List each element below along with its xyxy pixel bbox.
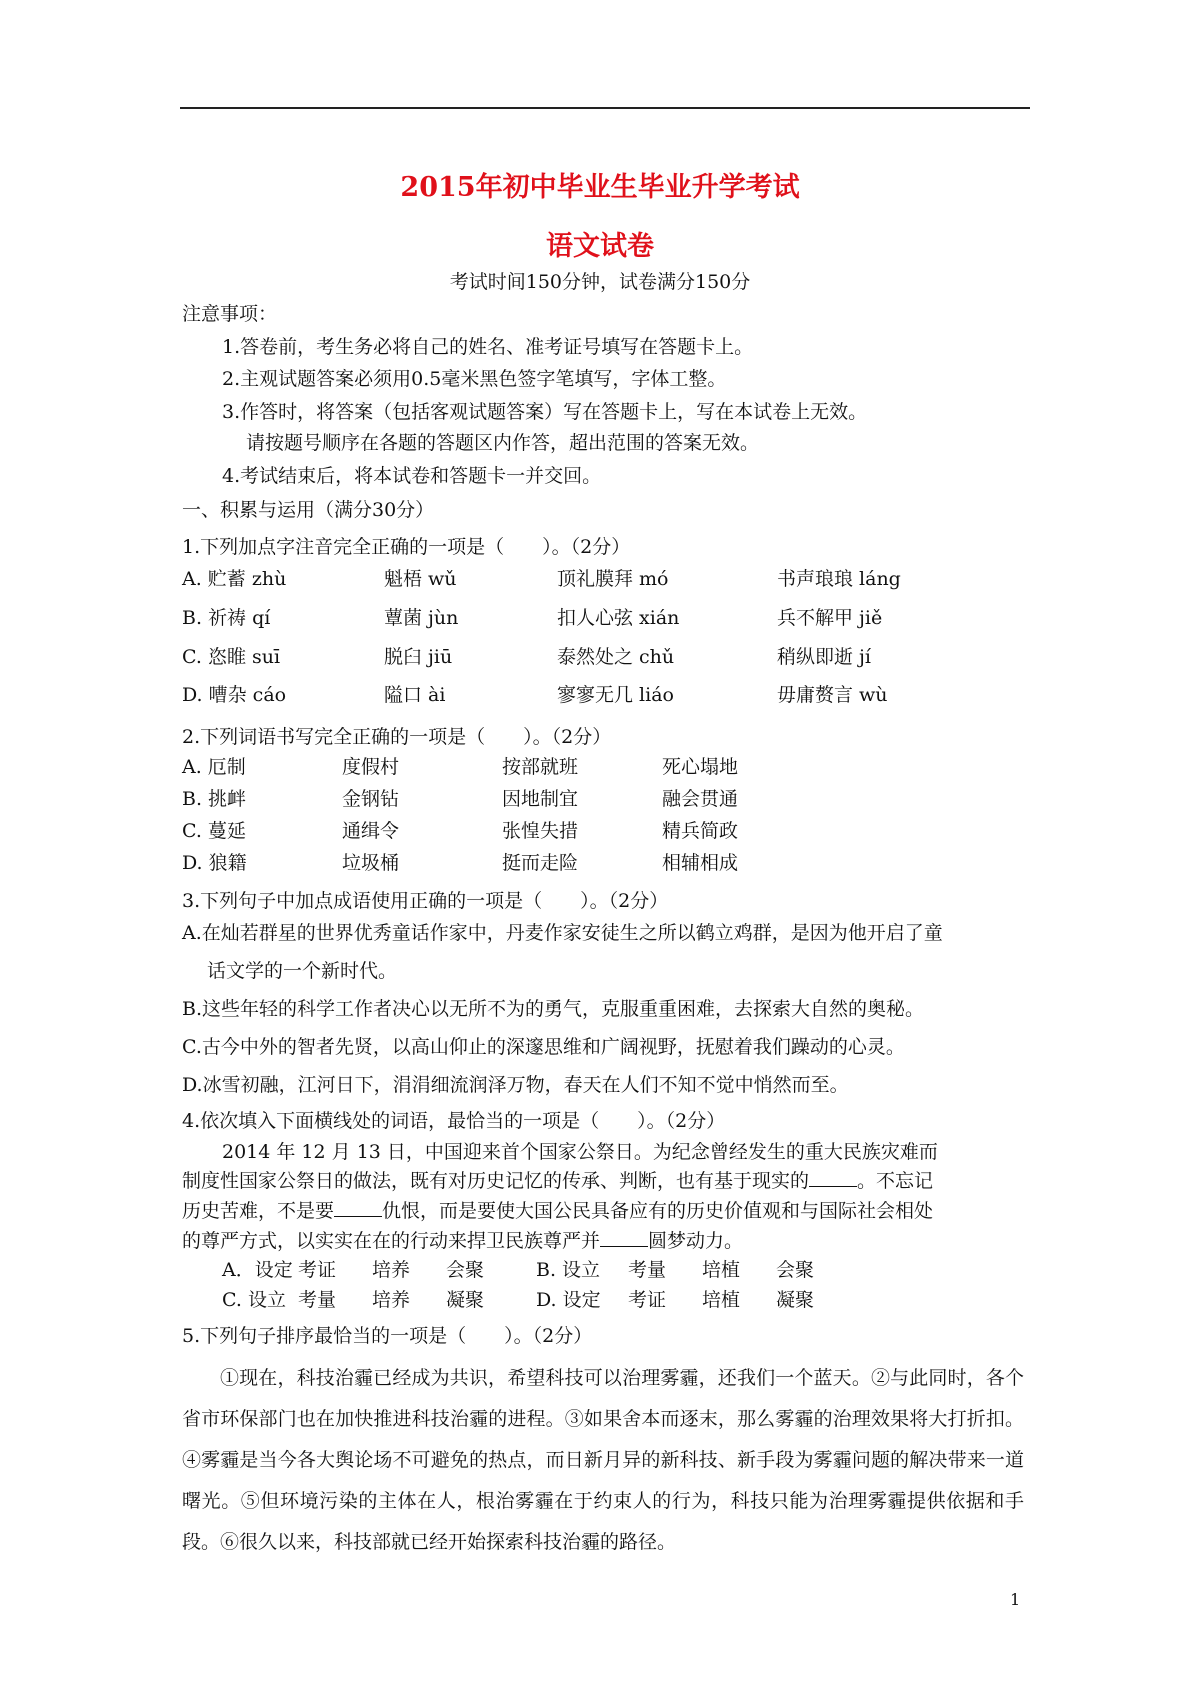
question-stem: 4.依次填入下面横线处的词语，最恰当的一项是（ ）。（2分） xyxy=(182,1110,726,1132)
q1-option-row xyxy=(182,680,888,707)
q2-cell: A. 厄制 xyxy=(182,756,246,778)
q4-options-row xyxy=(222,1255,814,1282)
exam-title: 2015年初中毕业生毕业升学考试 xyxy=(400,172,800,203)
q4-option: D. 设定 xyxy=(536,1289,601,1311)
q1-cell: 蕈菌 jùn xyxy=(384,607,459,629)
q4-option: 培植 xyxy=(702,1289,741,1311)
q1-cell: 兵不解甲 jiě xyxy=(777,607,883,629)
q1-option-row xyxy=(182,642,871,669)
fill-blank xyxy=(809,1168,857,1187)
q4-text: 的尊严方式，以实实在在的行动来捍卫民族尊严并 xyxy=(182,1230,601,1252)
q4-option: 培养 xyxy=(372,1259,411,1281)
q4-option: 考证 xyxy=(628,1289,667,1311)
q1-cell: 书声琅琅 láng xyxy=(777,568,901,590)
q2-cell: 通缉令 xyxy=(342,820,400,842)
q4-option: 培养 xyxy=(372,1289,411,1311)
q3-option-a: A.在灿若群星的世界优秀童话作家中，丹麦作家安徒生之所以鹤立鸡群，是因为他开启了童 xyxy=(182,922,943,944)
q4-option: 会聚 xyxy=(446,1259,485,1281)
q2-cell: C. 蔓延 xyxy=(182,820,246,842)
q4-text: 仇恨，而是要使大国公民具备应有的历史价值观和与国际社会相处 xyxy=(382,1200,934,1222)
fill-blank xyxy=(600,1228,648,1247)
note-item: 请按题号顺序在各题的答题区内作答，超出范围的答案无效。 xyxy=(246,432,760,454)
q1-cell: C. 恣睢 suī xyxy=(182,646,281,668)
question-stem: 2.下列词语书写完全正确的一项是（ ）。（2分） xyxy=(182,726,612,748)
q4-text: 。不忘记 xyxy=(857,1170,934,1192)
q3-option-d: D.冰雪初融，江河日下，涓涓细流润泽万物，春天在人们不知不觉中悄然而至。 xyxy=(182,1074,849,1096)
q4-text: 历史苦难，不是要 xyxy=(182,1200,335,1222)
page-number: 1 xyxy=(1010,1590,1021,1609)
q2-cell: 相辅相成 xyxy=(662,852,739,874)
q1-cell: 魁梧 wǔ xyxy=(384,568,457,590)
note-item: 3.作答时，将答案（包括客观试题答案）写在答题卡上，写在本试卷上无效。 xyxy=(222,401,868,423)
q4-option: 凝聚 xyxy=(446,1289,485,1311)
q2-option-row xyxy=(182,752,738,779)
notes-heading: 注意事项： xyxy=(182,303,278,325)
fill-blank xyxy=(334,1198,382,1217)
note-item: 2.主观试题答案必须用0.5毫米黑色签字笔填写，字体工整。 xyxy=(222,368,727,390)
q4-option: B. 设立 xyxy=(536,1259,601,1281)
exam-info: 考试时间150分钟，试卷满分150分 xyxy=(449,271,751,293)
q4-option: 凝聚 xyxy=(776,1289,815,1311)
note-item: 1.答卷前，考生务必将自己的姓名、准考证号填写在答题卡上。 xyxy=(222,336,754,358)
q4-options-row xyxy=(222,1285,814,1312)
q2-cell: 金钢钻 xyxy=(342,788,400,810)
question-stem: 5.下列句子排序最恰当的一项是（ ）。（2分） xyxy=(182,1325,593,1347)
q1-cell: 扣人心弦 xián xyxy=(557,607,680,629)
q5-passage: ①现在，科技治霾已经成为共识，希望科技可以治理雾霾，还我们一个蓝天。②与此同时，各个省市环保部门也在加快推进科技治霾的进程。③如果舍本而逐末，那么雾霾的治理效果将大打折扣。④雾霾是当今各大舆论场不可避免的热点，而日新月异的新科技、新手段为雾霾问题的解决带来一道曙光。⑤但环境污染的主体在人，根治雾霾在于约束人的行为，科技只能为治理雾霾提供依据和手段。⑥很久以来，科技部就已经开始探索科技治霾的路径。 xyxy=(182,1367,1024,1553)
q4-text: 制度性国家公祭日的做法，既有对历史记忆的传承、判断，也有基于现实的 xyxy=(182,1170,810,1192)
question-stem: 3.下列句子中加点成语使用正确的一项是（ ）。（2分） xyxy=(182,890,669,912)
q4-passage-line xyxy=(182,1226,743,1253)
q2-cell: 垃圾桶 xyxy=(342,852,400,874)
q2-cell: 融会贯通 xyxy=(662,788,739,810)
q2-option-row xyxy=(182,816,738,843)
q2-cell: D. 狼籍 xyxy=(182,852,247,874)
q1-cell: 稍纵即逝 jí xyxy=(777,646,872,668)
q4-option: 考证 xyxy=(298,1259,337,1281)
q1-cell: A. 贮蓄 zhù xyxy=(182,568,287,590)
note-item: 4.考试结束后，将本试卷和答题卡一并交回。 xyxy=(222,465,602,487)
q1-cell: D. 嘈杂 cáo xyxy=(182,684,287,706)
q4-passage-line: 2014 年 12 月 13 日，中国迎来首个国家公祭日。为纪念曾经发生的重大民族灾难而 xyxy=(222,1141,938,1163)
q2-cell: 挺而走险 xyxy=(502,852,579,874)
q1-cell: 寥寥无几 liáo xyxy=(557,684,674,706)
q1-cell: 脱臼 jiū xyxy=(384,646,453,668)
question-stem: 1.下列加点字注音完全正确的一项是（ ）。（2分） xyxy=(182,536,631,558)
q2-option-row xyxy=(182,784,738,811)
q3-option-a-cont: 话文学的一个新时代。 xyxy=(207,960,398,982)
q1-option-row xyxy=(182,603,882,630)
q1-cell: 泰然处之 chǔ xyxy=(557,646,675,668)
q3-option-c: C.古今中外的智者先贤，以高山仰止的深邃思维和广阔视野，抚慰着我们躁动的心灵。 xyxy=(182,1036,905,1058)
q4-passage-line xyxy=(182,1166,933,1193)
q1-cell: B. 祈祷 qí xyxy=(182,607,271,629)
q4-option: C. 设立 xyxy=(222,1289,286,1311)
q4-option: 考量 xyxy=(298,1289,337,1311)
q2-cell: 死心塌地 xyxy=(662,756,739,778)
exam-subtitle: 语文试卷 xyxy=(546,231,654,262)
section-heading: 一、积累与运用（满分30分） xyxy=(182,499,435,521)
q1-cell: 隘口 ài xyxy=(384,684,446,706)
q2-cell: 因地制宜 xyxy=(502,788,579,810)
header-rule xyxy=(180,107,1030,109)
q2-cell: 张惶失措 xyxy=(502,820,579,842)
q2-cell: 度假村 xyxy=(342,756,400,778)
q4-text: 圆梦动力。 xyxy=(648,1230,744,1252)
q1-option-row xyxy=(182,564,901,591)
q4-option: 培植 xyxy=(702,1259,741,1281)
q2-option-row xyxy=(182,848,738,875)
q2-cell: 按部就班 xyxy=(502,756,579,778)
q4-option: 会聚 xyxy=(776,1259,815,1281)
q1-cell: 顶礼膜拜 mó xyxy=(557,568,669,590)
q4-option: 考量 xyxy=(628,1259,667,1281)
q3-option-b: B.这些年轻的科学工作者决心以无所不为的勇气，克服重重困难，去探索大自然的奥秘。 xyxy=(182,998,925,1020)
q2-cell: 精兵简政 xyxy=(662,820,739,842)
q4-passage-line xyxy=(182,1196,933,1223)
q4-option: A．设定 xyxy=(222,1259,293,1281)
q2-cell: B. 挑衅 xyxy=(182,788,247,810)
q1-cell: 毋庸赘言 wù xyxy=(777,684,888,706)
